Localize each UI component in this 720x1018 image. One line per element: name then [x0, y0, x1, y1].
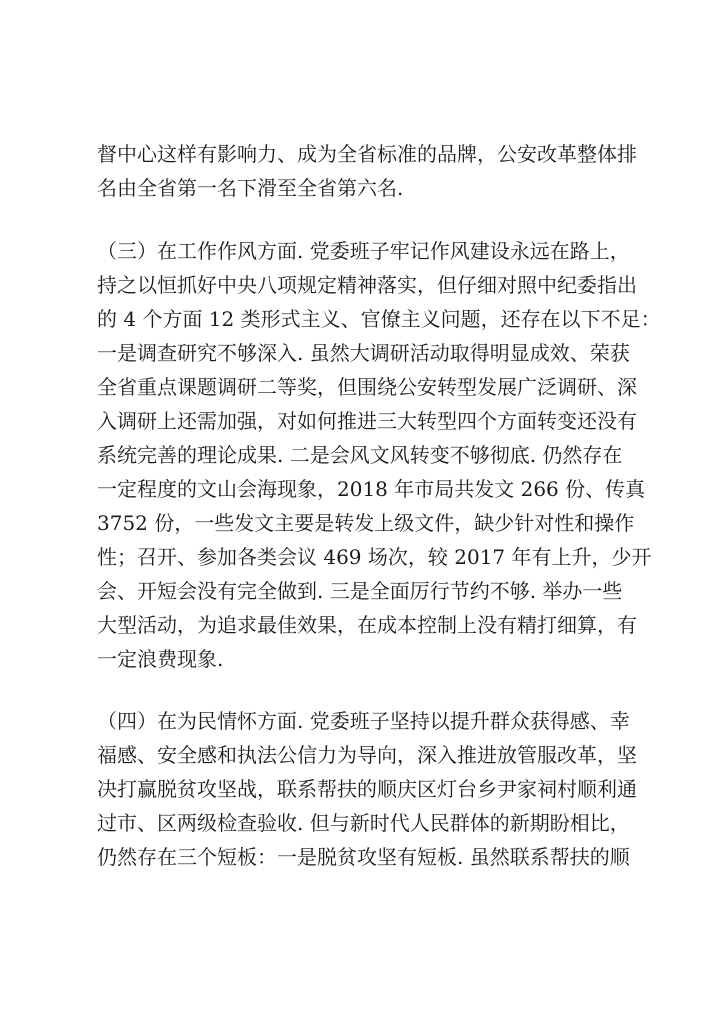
text-line: 全省重点课题调研二等奖，但围绕公安转型发展广泛调研、深 [97, 375, 637, 399]
text-line: 会、开短会没有完全做到. 三是全面厉行节约不够. 举办一些 [97, 579, 623, 603]
text-line: 大型活动，为追求最佳效果，在成本控制上没有精打细算，有 [97, 613, 637, 637]
text-line: 福感、安全感和执法公信力为导向，深入推进放管服改革，坚 [97, 743, 637, 767]
text-line: 入调研上还需加强，对如何推进三大转型四个方面转变还没有 [97, 409, 637, 433]
text-line: 系统完善的理论成果. 二是会风文风转变不够彻底. 仍然存在 [97, 443, 623, 467]
text-line: 3752 份，一些发文主要是转发上级文件，缺少针对性和操作 [97, 511, 635, 535]
text-line: 一定程度的文山会海现象，2018 年市局共发文 266 份、传真 [97, 477, 646, 501]
text-line: 督中心这样有影响力、成为全省标准的品牌，公安改革整体排 [97, 142, 637, 166]
text-line: 一是调查研究不够深入. 虽然大调研活动取得明显成效、荣获 [97, 341, 630, 365]
text-line: 名由全省第一名下滑至全省第六名. [97, 176, 404, 200]
text-line: （三）在工作作风方面. 党委班子牢记作风建设永远在路上， [97, 239, 630, 263]
text-line: 过市、区两级检查验收. 但与新时代人民群体的新期盼相比， [97, 811, 630, 835]
text-line: （四）在为民情怀方面. 党委班子坚持以提升群众获得感、幸 [97, 709, 630, 733]
text-line: 的 4 个方面 12 类形式主义、官僚主义问题，还存在以下不足： [97, 307, 661, 331]
text-line: 仍然存在三个短板：一是脱贫攻坚有短板. 虽然联系帮扶的顺 [97, 845, 630, 869]
text-line: 决打赢脱贫攻坚战，联系帮扶的顺庆区灯台乡尹家祠村顺利通 [97, 777, 637, 801]
text-line: 一定浪费现象. [97, 647, 224, 671]
text-line: 性；召开、参加各类会议 469 场次，较 2017 年有上升，少开 [97, 545, 652, 569]
text-line: 持之以恒抓好中央八项规定精神落实，但仔细对照中纪委指出 [97, 273, 637, 297]
